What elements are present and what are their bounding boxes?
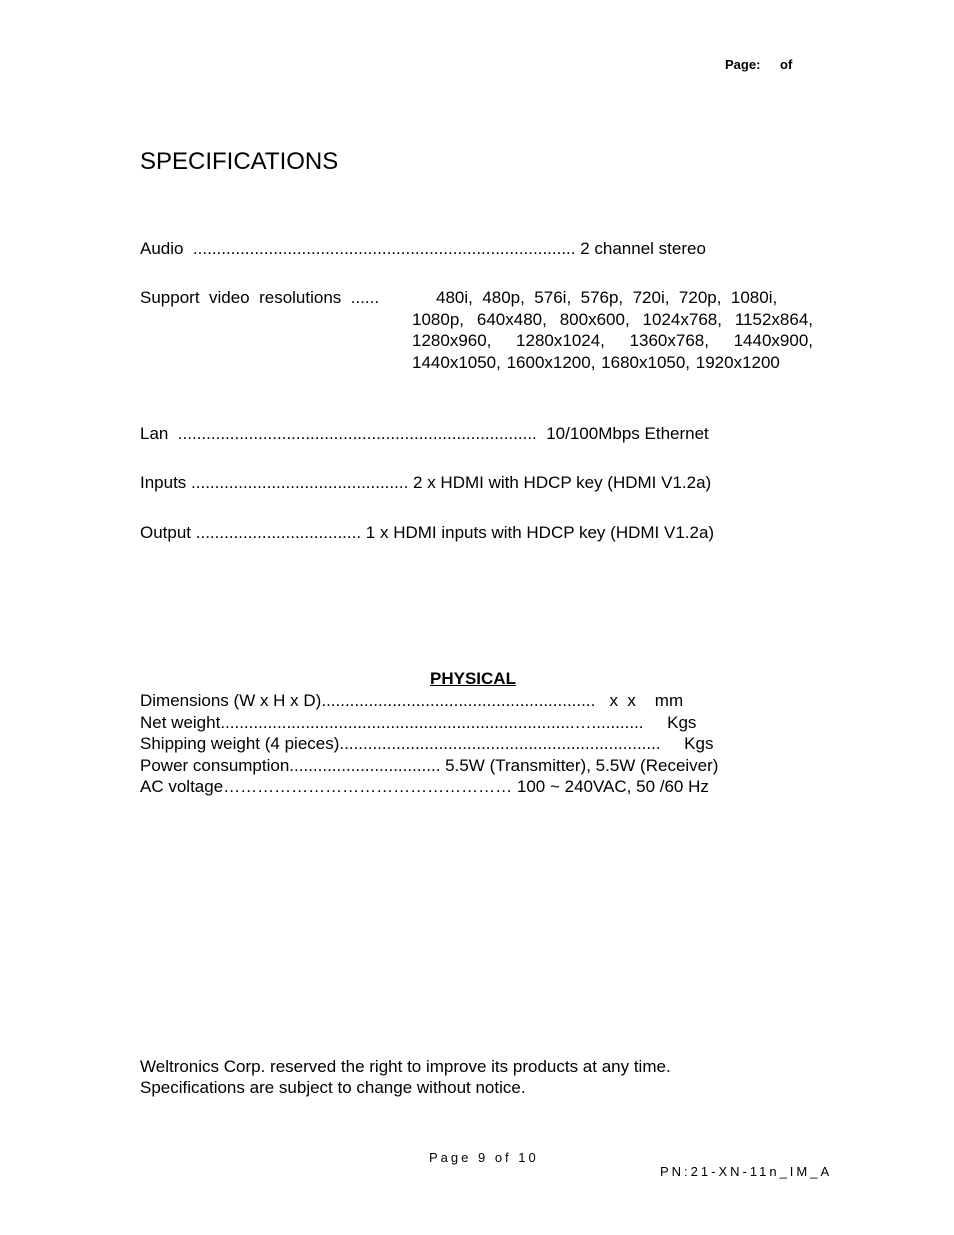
notice-line1: Weltronics Corp. reserved the right to improve its products at any time. xyxy=(140,1057,671,1076)
spec-inputs: Inputs .............................................. 2 x HDMI with HDCP key (HDMI V1.2a) xyxy=(140,473,712,492)
spec-video-values: 1080p, 640x480, 800x600, 1024x768, 1152x864, 1280x960, 1280x1024, 1360x768, 1440x900, 1440x1050, 1600x1200, 1680x1050, 1920x1200 xyxy=(412,309,813,372)
page-title: SPECIFICATIONS xyxy=(140,148,339,175)
spec-video-label: Support video resolutions ...... xyxy=(140,288,380,307)
physical-net-weight: Net weight...........................................................................…........... Kgs xyxy=(140,713,697,732)
physical-ac-voltage: AC voltage…………………………………………… 100 ~ 240VAC, 50 /60 Hz xyxy=(140,777,709,796)
header-of-label: of xyxy=(780,57,793,72)
physical-dimensions: Dimensions (W x H x D).......................................................... x x mm xyxy=(140,691,684,710)
spec-lan: Lan ............................................................................ 10/100Mbps Ethernet xyxy=(140,424,709,443)
footer-page-number: Page 9 of 10 xyxy=(429,1150,539,1165)
spec-output: Output ................................... 1 x HDMI inputs with HDCP key (HDMI V1.2a) xyxy=(140,523,715,542)
spec-video-line1: 480i, 480p, 576i, 576p, 720i, 720p, 1080i, xyxy=(436,288,778,307)
physical-shipping-weight: Shipping weight (4 pieces).................................................................... Kgs xyxy=(140,734,714,753)
header-page-label: Page: xyxy=(725,57,761,72)
footer-part-number: PN:21-XN-11n_IM_A xyxy=(660,1164,833,1179)
physical-heading: PHYSICAL xyxy=(430,669,516,688)
notice-line2: Specifications are subject to change without notice. xyxy=(140,1078,526,1097)
spec-audio: Audio ................................................................................. 2 channel stereo xyxy=(140,239,706,258)
physical-power: Power consumption................................ 5.5W (Transmitter), 5.5W (Receiver) xyxy=(140,756,719,775)
